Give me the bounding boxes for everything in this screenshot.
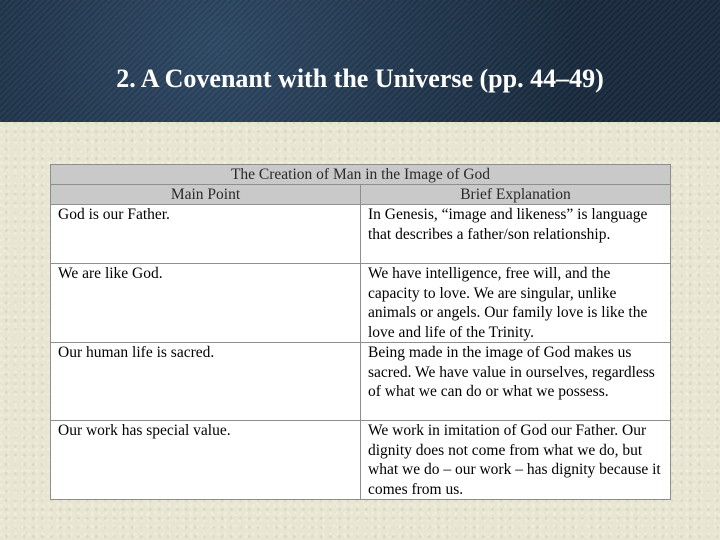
explanation-cell: We work in imitation of God our Father. Our dignity does not come from what we do, but what we do – our work – has dignity because it comes from us. [361,421,671,500]
explanation-cell: Being made in the image of God makes us sacred. We have value in ourselves, regardless of what we can do or what we possess. [361,343,671,421]
table-row [51,343,671,421]
main-point-cell: Our work has special value. [51,421,361,500]
title-banner [0,0,720,122]
table-row [51,205,671,264]
table-caption: The Creation of Man in the Image of God [51,165,671,185]
image-of-god-table [50,164,671,500]
column-header-brief-explanation: Brief Explanation [361,185,671,205]
slide-title: 2. A Covenant with the Universe (pp. 44–49) [116,64,604,93]
explanation-cell: In Genesis, “image and likeness” is language that describes a father/son relationship. [361,205,671,264]
table-caption-row [51,165,671,185]
table-row [51,421,671,500]
table-row [51,264,671,343]
main-point-cell: We are like God. [51,264,361,343]
main-point-cell: Our human life is sacred. [51,343,361,421]
table-header-row [51,185,671,205]
column-header-main-point: Main Point [51,185,361,205]
explanation-cell: We have intelligence, free will, and the capacity to love. We are singular, unlike animals or angels. Our family love is like the love and life of the Trinity. [361,264,671,343]
main-point-cell: God is our Father. [51,205,361,264]
